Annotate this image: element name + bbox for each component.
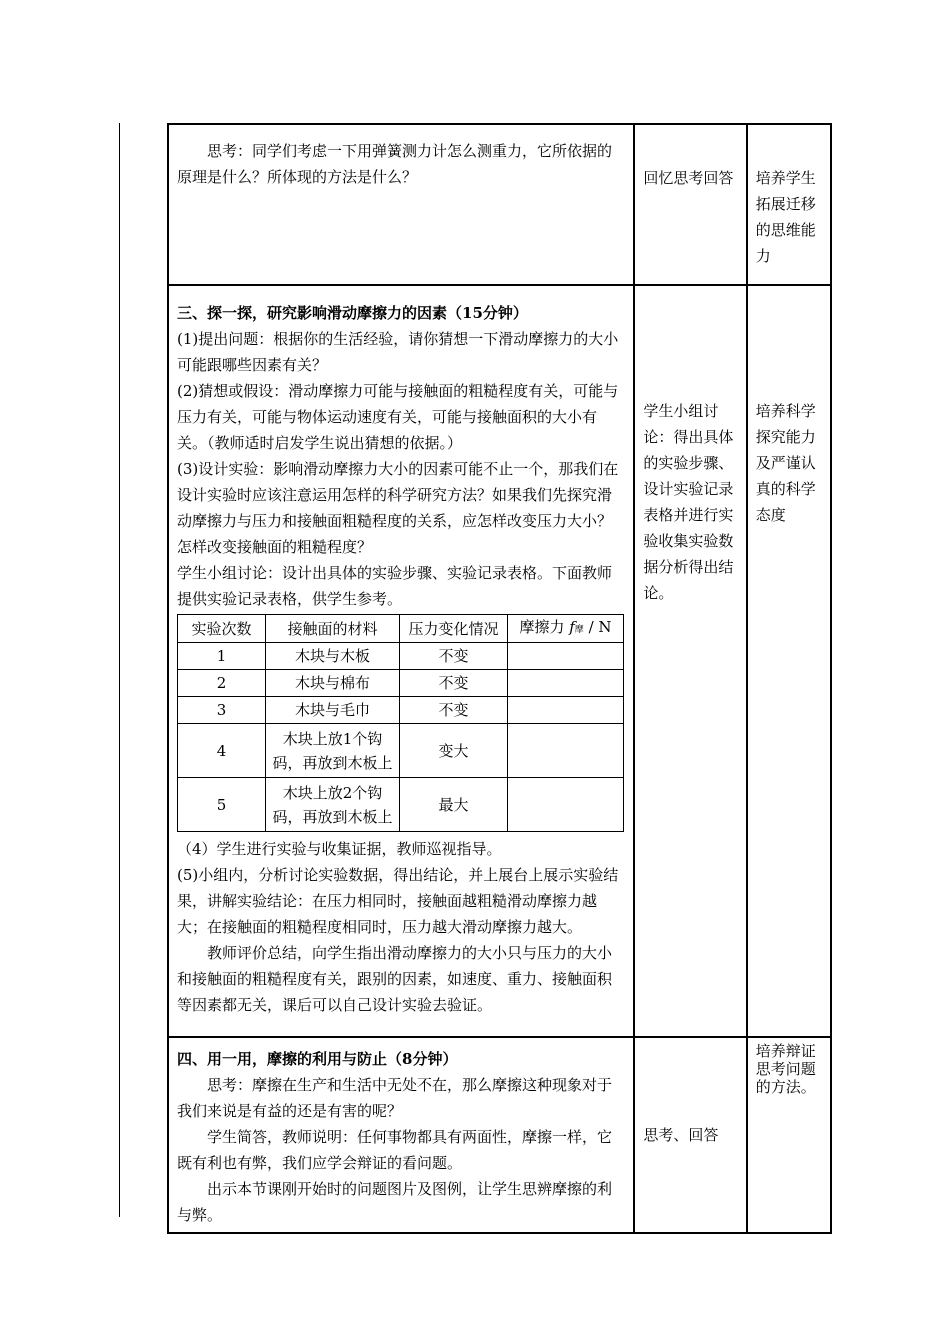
header-friction xyxy=(508,615,624,643)
table-row xyxy=(178,724,624,778)
row-explore-friction xyxy=(168,285,831,1037)
row-use-friction xyxy=(168,1037,831,1233)
group-discussion-text: 学生小组讨论：设计出具体的实验步骤、实验记录表格。下面教师提供实验记录表格，供学生参考。 xyxy=(177,564,613,608)
design-purpose-text: 培养辩证思考问题的方法。 xyxy=(755,1042,816,1096)
table-row xyxy=(178,697,624,724)
teacher-activity-cell xyxy=(168,1037,634,1233)
teacher-activity-cell xyxy=(168,124,634,285)
row-think-gravity xyxy=(168,124,831,285)
pressure-cell: 最大 xyxy=(400,778,508,832)
table-header-row xyxy=(178,615,624,643)
material-cell: 木块与毛巾 xyxy=(266,697,400,724)
pressure-cell: 不变 xyxy=(400,643,508,670)
step-1-text: (1)提出问题：根据你的生活经验，请你猜想一下滑动摩擦力的大小可能跟哪些因素有关？ xyxy=(177,330,619,374)
header-friction-subscript: 摩 xyxy=(574,625,584,635)
section-heading: 三、探一探，研究影响滑动摩擦力的因素（15分钟） xyxy=(177,304,528,322)
table-row xyxy=(178,778,624,832)
friction-cell xyxy=(508,670,624,697)
step-3-text: (3)设计实验：影响滑动摩擦力大小的因素可能不止一个，那我们在设计实验时应该注意运用怎样的科学研究方法？如果我们先探究滑动摩擦力与压力和接触面粗糙程度的关系，应怎样改变压力大小？怎样改变接触面的粗糙程度？ xyxy=(177,460,619,556)
table-row xyxy=(178,670,624,697)
trial-cell: 5 xyxy=(178,778,266,832)
material-cell: 木块上放1个钩码，再放到木板上 xyxy=(266,724,400,778)
pressure-cell: 不变 xyxy=(400,670,508,697)
teacher-activity-cell xyxy=(168,285,634,1037)
trial-cell: 4 xyxy=(178,724,266,778)
material-cell: 木块与木板 xyxy=(266,643,400,670)
trial-cell: 1 xyxy=(178,643,266,670)
student-activity-cell xyxy=(634,1037,746,1233)
pressure-cell: 不变 xyxy=(400,697,508,724)
material-cell: 木块上放2个钩码，再放到木板上 xyxy=(266,778,400,832)
student-activity-cell xyxy=(634,124,746,285)
step-2-text: (2)猜想或假设：滑动摩擦力可能与接触面的粗糙程度有关，可能与压力有关，可能与物体运动速度有关，可能与接触面积的大小有关。（教师适时启发学生说出猜想的依据。） xyxy=(177,382,619,452)
section-heading: 四、用一用，摩擦的利用与防止（8分钟） xyxy=(177,1050,458,1068)
teacher-summary-text: 教师评价总结，向学生指出滑动摩擦力的大小只与压力的大小和接触面的粗糙程度有关，跟别的因素，如速度、重力、接触面积等因素都无关，课后可以自己设计实验去验证。 xyxy=(177,944,613,1014)
think-gravity-text: 思考：同学们考虑一下用弹簧测力计怎么测重力，它所依据的原理是什么？所体现的方法是什么？ xyxy=(177,142,613,186)
step-4-text: （4）学生进行实验与收集证据，教师巡视指导。 xyxy=(177,840,502,858)
header-material: 接触面的材料 xyxy=(266,615,400,643)
design-purpose-cell xyxy=(747,1037,831,1233)
design-purpose-cell xyxy=(747,124,831,285)
friction-cell xyxy=(508,724,624,778)
friction-cell xyxy=(508,643,624,670)
material-cell: 木块与棉布 xyxy=(266,670,400,697)
header-friction-label: 摩擦力 xyxy=(519,618,565,636)
pressure-cell: 变大 xyxy=(400,724,508,778)
teacher-explain-text: 学生简答，教师说明：任何事物都具有两面性，摩擦一样，它既有利也有弊，我们应学会辩证的看问题。 xyxy=(177,1128,613,1172)
left-margin-line xyxy=(119,123,120,1217)
trial-cell: 3 xyxy=(178,697,266,724)
header-friction-unit: / N xyxy=(588,618,612,636)
header-pressure: 压力变化情况 xyxy=(400,615,508,643)
friction-cell xyxy=(508,697,624,724)
student-activity-text: 学生小组讨论：得出具体的实验步骤、设计实验记录表格并进行实验收集实验数据分析得出结论。 xyxy=(643,402,734,602)
trial-cell: 2 xyxy=(178,670,266,697)
table-row xyxy=(178,643,624,670)
step-5-text: (5)小组内，分析讨论实验数据，得出结论，并上展台上展示实验结果，讲解实验结论：在压力相同时，接触面越粗糙滑动摩擦力越大；在接触面的粗糙程度相同时，压力越大滑动摩擦力越大。 xyxy=(177,866,619,936)
student-activity-text: 回忆思考回答 xyxy=(643,169,734,187)
design-purpose-text: 培养学生拓展迁移的思维能力 xyxy=(755,169,816,265)
header-friction-symbol: f xyxy=(569,618,575,636)
design-purpose-text: 培养科学探究能力及严谨认真的科学态度 xyxy=(755,402,816,524)
student-activity-cell xyxy=(634,285,746,1037)
lesson-plan-table xyxy=(167,123,832,1234)
show-pictures-text: 出示本节课刚开始时的问题图片及图例，让学生思辨摩擦的利与弊。 xyxy=(177,1180,613,1224)
think-friction-text: 思考：摩擦在生产和生活中无处不在，那么摩擦这种现象对于我们来说是有益的还是有害的呢？ xyxy=(177,1076,613,1120)
friction-cell xyxy=(508,778,624,832)
header-trial: 实验次数 xyxy=(178,615,266,643)
experiment-record-table xyxy=(177,614,624,832)
design-purpose-cell xyxy=(747,285,831,1037)
student-activity-text: 思考、回答 xyxy=(643,1126,719,1144)
